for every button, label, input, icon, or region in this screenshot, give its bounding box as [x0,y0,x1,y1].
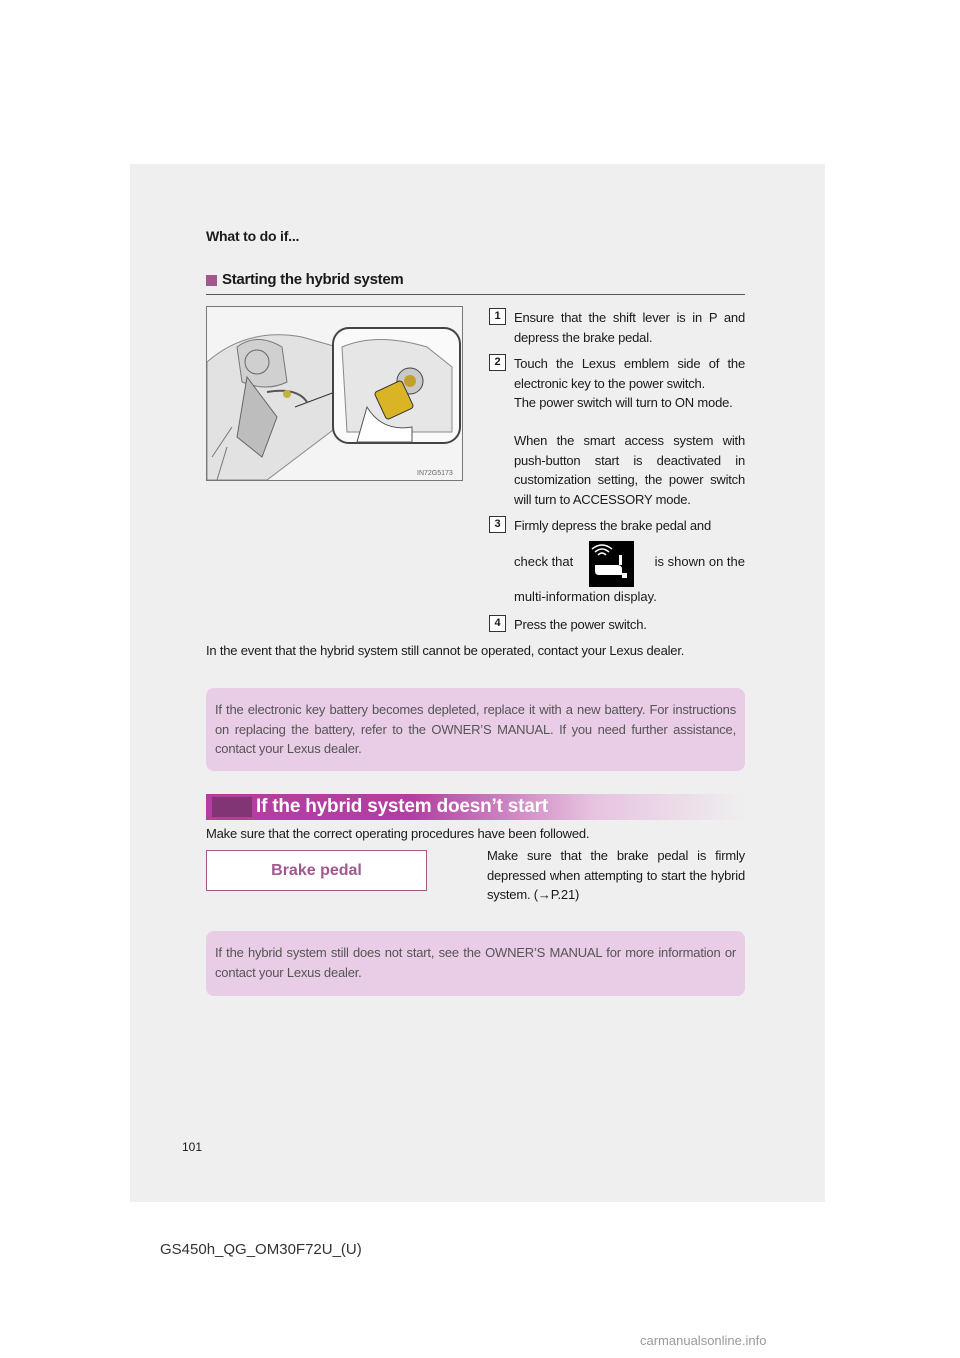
brake-pedal-text: Make sure that the brake pedal is firmly depressed when attempting to start the hybrid system. (→P.21) [487,848,745,902]
step-3-is-shown: is shown on the [654,554,745,569]
footer-document-code: GS450h_QG_OM30F72U_(U) [160,1241,362,1258]
subsection-heading [206,271,745,295]
section-title: If the hybrid system doesn’t start [256,796,548,817]
step-4-text: Press the power switch. [514,617,647,632]
event-text: In the event that the hybrid system still cannot be operated, contact your Lexus dealer. [206,643,685,658]
step-number-1: 1 [489,308,506,325]
section-marker [212,797,252,817]
step-number-3: 3 [489,516,506,533]
step-2-detail-accessory: When the smart access system with push-button start is deactivated in customization setting, the power switch will turn to ACCESSORY mode. [514,433,745,507]
brake-hold-indicator-icon [589,541,634,587]
make-sure-text: Make sure that the correct operating procedures have been followed. [206,826,590,841]
note-key-battery: If the electronic key battery becomes depleted, replace it with a new battery. For instructions on replacing the battery, refer to the OWNER’S MANUAL. If you need further assistance, contact your Lexus dealer. [206,688,745,771]
step-3-text: Firmly depress the brake pedal and [514,518,711,533]
step-1-text: Ensure that the shift lever is in P and depress the brake pedal. [514,310,745,345]
subsection-title: Starting the hybrid system [222,271,404,288]
step-3-multi-info-display: multi-information display. [514,589,657,604]
step-number-2: 2 [489,354,506,371]
brake-pedal-label: Brake pedal [206,850,427,891]
step-2-detail-on-mode: The power switch will turn to ON mode. [514,395,733,410]
page-number: 101 [182,1140,203,1154]
illustration-key-touch-power-switch [206,306,463,481]
note-owners-manual: If the hybrid system still does not start, see the OWNER’S MANUAL for more information or contact your Lexus dealer. [206,931,745,996]
svg-text:IN72G5173: IN72G5173 [417,470,453,477]
step-3-check-that: check that [514,554,574,569]
driver-key-illustration [207,307,462,480]
running-head: What to do if... [206,228,300,244]
section-heading-bar [206,794,745,820]
step-2-text: Touch the Lexus emblem side of the electronic key to the power switch. [514,356,745,391]
square-bullet-icon [206,275,217,286]
watermark: carmanualsonline.info [640,1333,767,1348]
step-number-4: 4 [489,615,506,632]
